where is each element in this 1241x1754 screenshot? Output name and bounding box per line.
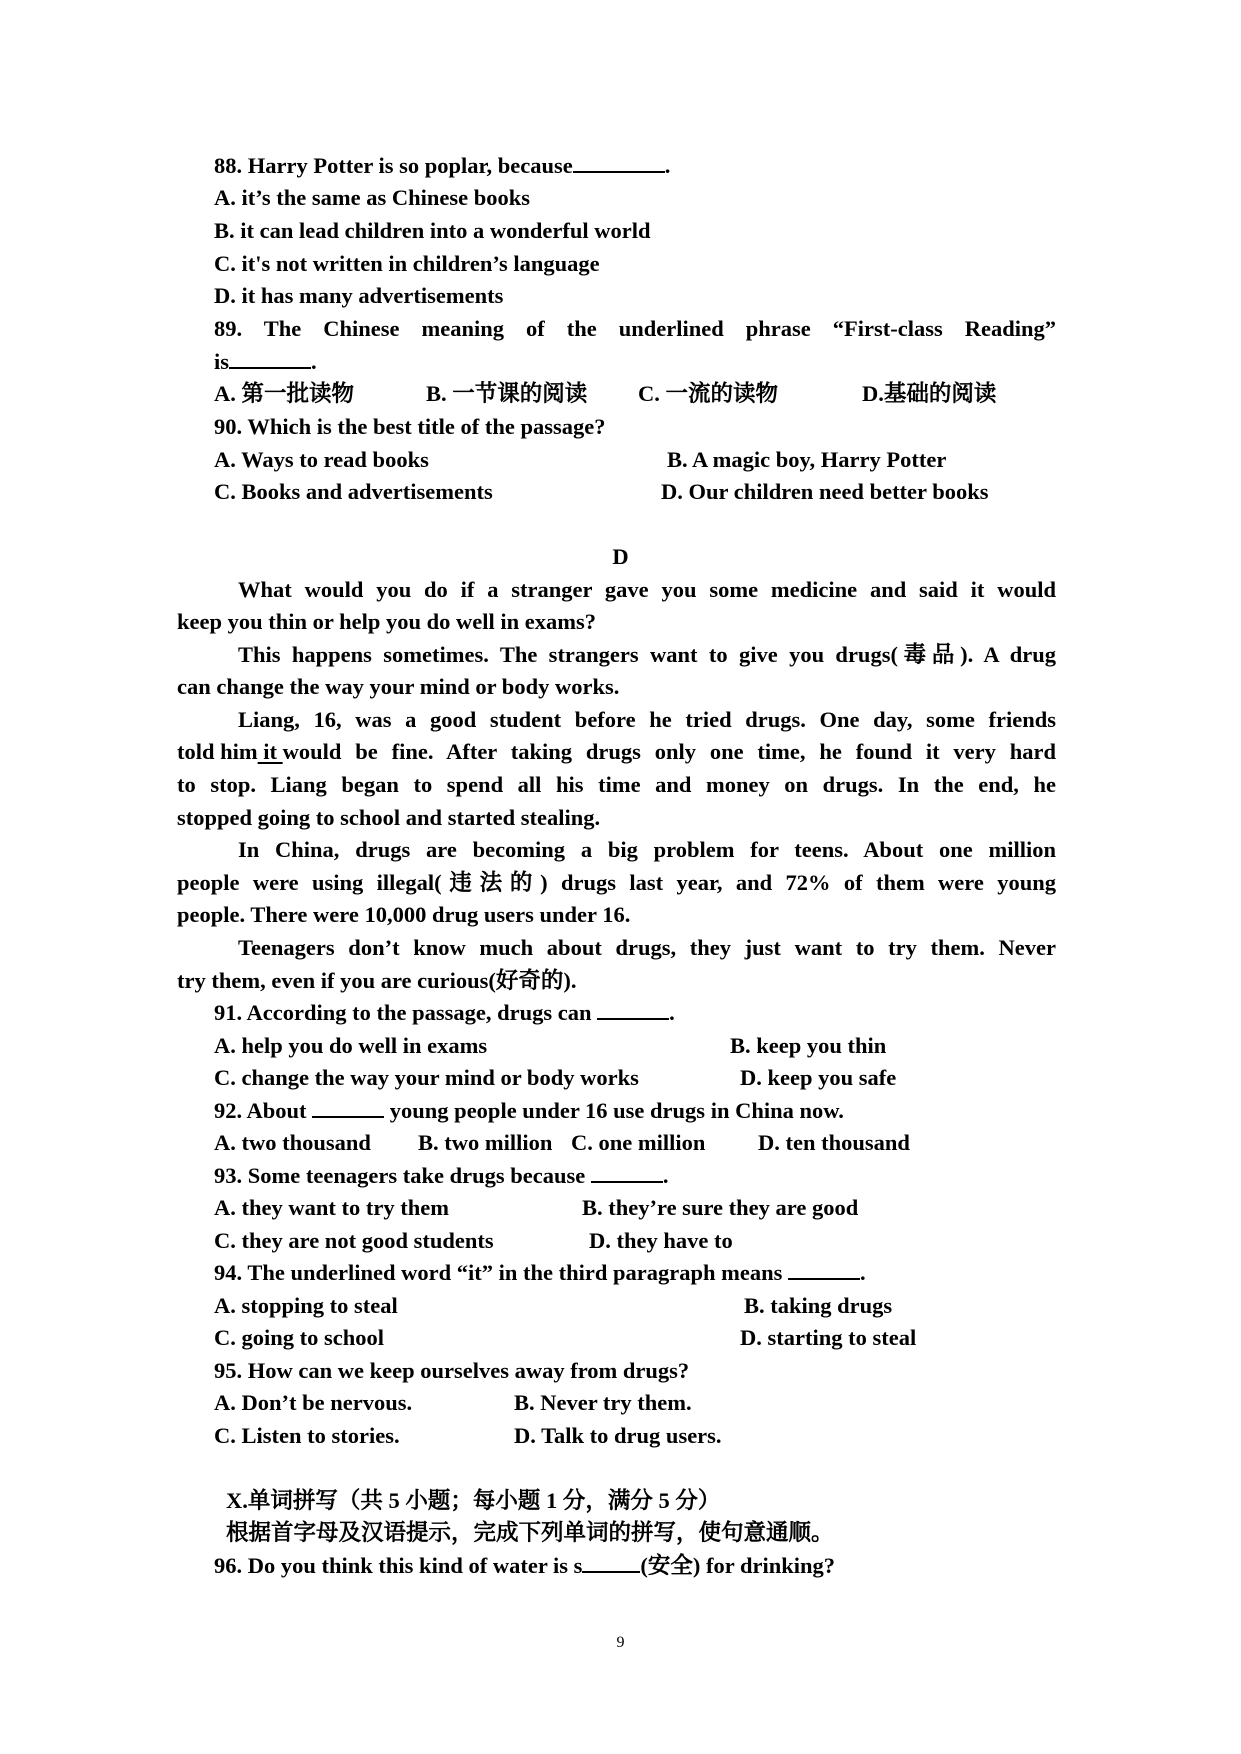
q95-stem: 95. How can we keep ourselves away from drugs? <box>214 1358 690 1383</box>
q96-stem: 96. Do you think this kind of water is s (安全) for drinking? <box>214 1553 836 1578</box>
q92-option-d: D. ten thousand <box>758 1130 910 1155</box>
passage-line: This happens sometimes. The strangers want to give you drugs(毒品). A drug <box>238 642 1056 667</box>
q91-option-a: A. help you do well in exams <box>214 1033 488 1058</box>
q88-option-b: B. it can lead children into a wonderful world <box>214 218 651 243</box>
q92-stem: 92. About young people under 16 use drugs in China now. <box>214 1098 844 1123</box>
answer-blank <box>582 1553 640 1573</box>
q89-stem-line1: 89. The Chinese meaning of the underlined phrase “First-class Reading” <box>214 316 1056 341</box>
q89-option-d: D.基础的阅读 <box>862 381 997 406</box>
q94-stem: 94. The underlined word “it” in the third paragraph means . <box>214 1260 866 1285</box>
q93-option-d: D. they have to <box>589 1228 733 1253</box>
q90-option-d: D. Our children need better books <box>661 479 989 504</box>
q92-option-b: B. two million <box>418 1130 553 1155</box>
q90-option-b: B. A magic boy, Harry Potter <box>667 447 947 472</box>
passage-line: people were using illegal(违法的) drugs last year, and 72% of them were young <box>177 870 1056 895</box>
answer-blank <box>591 1163 663 1183</box>
section-x-title: X.单词拼写（共 5 小题；每小题 1 分，满分 5 分） <box>226 1488 721 1513</box>
q88-option-d: D. it has many advertisements <box>214 283 504 308</box>
q94-option-c: C. going to school <box>214 1325 385 1350</box>
q89-stem-line2: is . <box>214 349 317 374</box>
q91-option-d: D. keep you safe <box>740 1065 897 1090</box>
q95-option-c: C. Listen to stories. <box>214 1423 400 1448</box>
q95-option-d: D. Talk to drug users. <box>514 1423 722 1448</box>
section-title: D <box>612 544 629 569</box>
q89-option-c: C. 一流的读物 <box>638 381 778 406</box>
q94-option-a: A. stopping to steal <box>214 1293 398 1318</box>
passage-line: try them, even if you are curious(好奇的). <box>177 968 577 993</box>
q95-option-a: A. Don’t be nervous. <box>214 1390 413 1415</box>
passage-line: to stop. Liang began to spend all his time and money on drugs. In the end, he <box>177 772 1056 797</box>
q89-option-a: A. 第一批读物 <box>214 381 354 406</box>
passage-line: can change the way your mind or body works. <box>177 674 620 699</box>
answer-blank <box>312 1098 384 1118</box>
section-x-instruction: 根据首字母及汉语提示，完成下列单词的拼写，使句意通顺。 <box>226 1520 834 1545</box>
q92-option-c: C. one million <box>571 1130 706 1155</box>
q94-option-d: D. starting to steal <box>740 1325 917 1350</box>
answer-blank <box>229 349 311 369</box>
passage-line: stopped going to school and started stealing. <box>177 805 601 830</box>
q93-stem: 93. Some teenagers take drugs because . <box>214 1163 669 1188</box>
answer-blank <box>573 153 665 173</box>
passage-line: told him it would be fine. After taking drugs only one time, he found it very hard <box>177 737 1056 767</box>
passage-line: What would you do if a stranger gave you some medicine and said it would <box>238 577 1056 602</box>
q88-option-c: C. it's not written in children’s language <box>214 251 600 276</box>
passage-line: In China, drugs are becoming a big problem for teens. About one million <box>238 837 1056 862</box>
q91-stem: 91. According to the passage, drugs can . <box>214 1000 675 1025</box>
q93-option-b: B. they’re sure they are good <box>582 1195 859 1220</box>
q90-option-a: A. Ways to read books <box>214 447 429 472</box>
q89-option-b: B. 一节课的阅读 <box>426 381 588 406</box>
page-number: 9 <box>616 1634 625 1651</box>
passage-line: keep you thin or help you do well in exams? <box>177 609 597 634</box>
answer-blank <box>597 1000 669 1020</box>
q93-option-a: A. they want to try them <box>214 1195 449 1220</box>
q94-option-b: B. taking drugs <box>744 1293 893 1318</box>
q91-option-c: C. change the way your mind or body works <box>214 1065 639 1090</box>
passage-line: Teenagers don’t know much about drugs, they just want to try them. Never <box>238 935 1056 960</box>
answer-blank <box>788 1260 860 1280</box>
q91-option-b: B. keep you thin <box>730 1033 887 1058</box>
q90-stem: 90. Which is the best title of the passage? <box>214 414 606 439</box>
q88-option-a: A. it’s the same as Chinese books <box>214 185 531 210</box>
q88-stem: 88. Harry Potter is so poplar, because . <box>214 153 671 178</box>
underlined-word-it: it <box>257 739 283 764</box>
passage-line: people. There were 10,000 drug users under 16. <box>177 902 631 927</box>
q95-option-b: B. Never try them. <box>514 1390 692 1415</box>
q92-option-a: A. two thousand <box>214 1130 371 1155</box>
q93-option-c: C. they are not good students <box>214 1228 494 1253</box>
passage-line: Liang, 16, was a good student before he tried drugs. One day, some friends <box>238 707 1056 732</box>
q90-option-c: C. Books and advertisements <box>214 479 493 504</box>
